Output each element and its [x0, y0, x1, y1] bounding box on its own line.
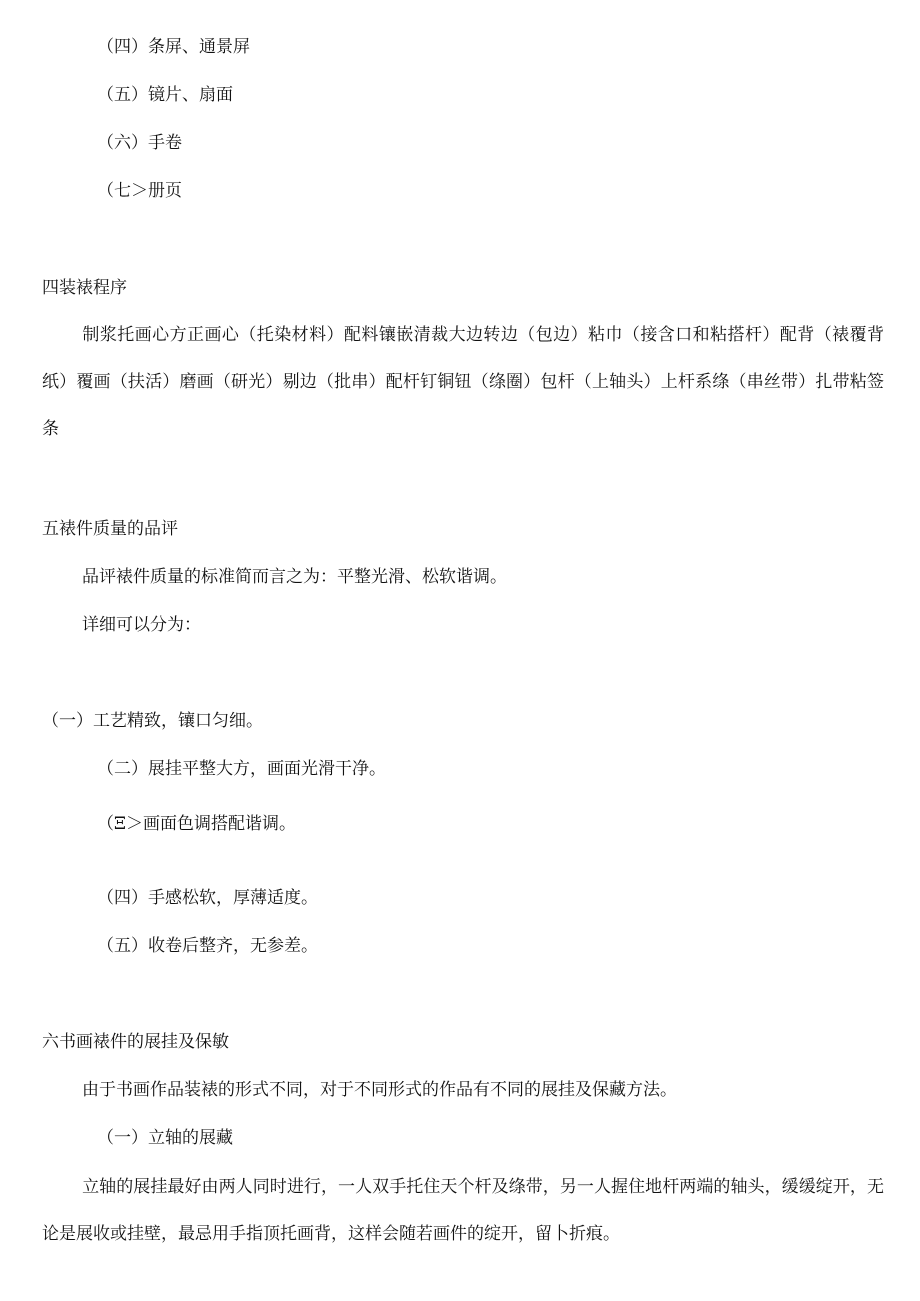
paragraph-text: 立轴的展挂最好由两人同时进行，一人双手托住天个杆及绦带，另一人握住地杆两端的轴头，缓缓绽开，无论是展收或挂壁，最忌用手指顶托画背，这样会随若画件的绽开，留卜折痕。	[42, 1177, 884, 1244]
paragraph: 由于书画作品装裱的形式不同，对于不同形式的作品有不同的展挂及保藏方法。	[82, 1080, 677, 1100]
list-item: （Ξ＞画面色调搭配谐调。	[97, 814, 296, 834]
list-item: （六）手卷	[97, 133, 182, 153]
section-heading: 四装裱程序	[42, 278, 127, 298]
list-item: （五）收卷后整齐，无参差。	[97, 936, 318, 956]
section-heading: 六书画裱件的展挂及保敏	[42, 1032, 229, 1052]
paragraph: 详细可以分为：	[82, 615, 201, 635]
paragraph	[42, 1164, 884, 1258]
sub-heading: （一）立轴的展藏	[97, 1128, 233, 1148]
section-heading: 五裱件质量的品评	[42, 519, 178, 539]
list-item: （四）条屏、通景屏	[97, 37, 250, 57]
paragraph	[42, 312, 884, 453]
list-item: （四）手感松软，厚薄适度。	[97, 888, 318, 908]
paragraph-text: 制浆托画心方正画心（托染材料）配料镶嵌清裁大边转边（包边）粘巾（接含口和粘搭杆）配背（裱覆背纸）覆画（扶活）磨画（研光）剔边（批串）配杆钉铜钮（绦圈）包杆（上轴头）上杆系绦（串丝带）扎带粘签条	[42, 325, 884, 439]
list-item: （五）镜片、扇面	[97, 85, 233, 105]
paragraph: 品评裱件质量的标准简而言之为：平整光滑、松软谐调。	[82, 567, 507, 587]
list-item: （一）工艺精致，镶口匀细。	[42, 711, 263, 731]
list-item: （二）展挂平整大方，画面光滑干净。	[97, 759, 386, 779]
list-item: （七＞册页	[97, 181, 182, 201]
